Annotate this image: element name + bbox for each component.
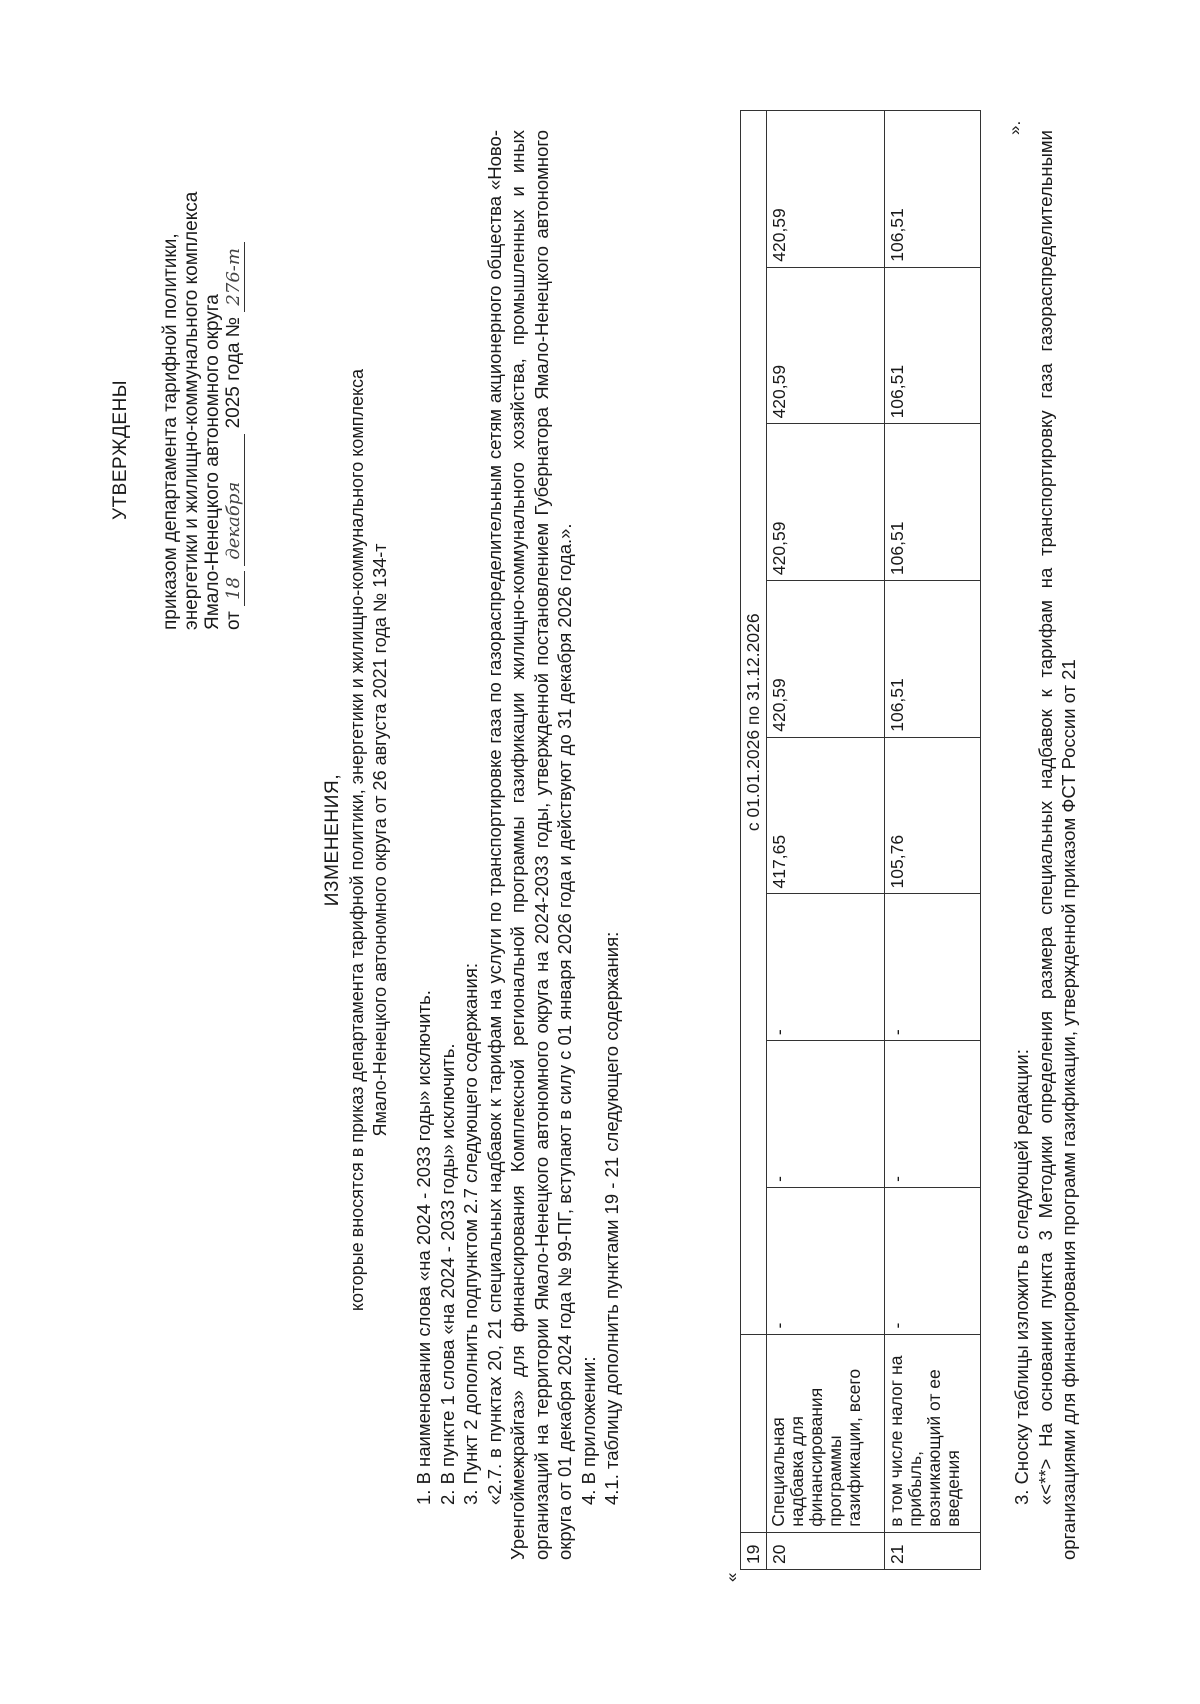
handwritten-day: 18 [223,571,245,606]
table-row [741,111,767,1570]
row-20-val-8: 420,59 [767,111,885,268]
row-20-val-4: 417,65 [767,737,885,894]
table-row [767,111,885,1570]
approval-date-line [223,70,245,630]
handwritten-number: 276-т [223,242,245,312]
row-19-period: с 01.01.2026 по 31.12.2026 [741,111,767,1335]
item-3-text: «2.7. в пунктах 20, 21 специальных надбавок к тарифам на услуги по транспортировке газа по газораспределительным сетям акционерного общества «Ново-Уренгоймежрайгаз» для финансирования Комплексной региональной программы газификации жилищно-коммунального хозяйства, промышленных и иных организаций на территории Ямало-Ненецкого автономного округа на 2024-2033 годы, утвержденной постановлением Губернатора Ямало-Ненецкого автономного округа от 01 декабря 2024 года № 99-ПГ, вступают в силу с 01 января 2026 года и действуют до 31 декабря 2026 года.». [483,130,575,1560]
row-21-val-5: 106,51 [885,581,981,738]
amendments-body [412,130,624,1560]
item-3: 3. Пункт 2 дополнить подпунктом 2.7 следующего содержания: [460,962,481,1505]
subtitle-line-1: которые вносятся в приказ департамента тарифной политики, энергетики и жилищно-коммунального комплекса [347,368,367,1312]
row-21-val-1: - [885,1187,981,1334]
approval-from: от [223,611,244,630]
changes-subtitle [346,50,392,1630]
approval-title: УТВЕРЖДЕНЫ [110,379,131,520]
footnote-section [1010,130,1081,1560]
footnote-text: «<**> На основании пункта 3 Методики определения размера специальных надбавок к тарифам на транспортировку газа газораспределительными организациями для финансирования программ газификации, утвержденной приказом ФСТ России от 21 [1034,130,1079,1560]
approval-block [160,70,245,630]
row-20-val-5: 420,59 [767,581,885,738]
table-close-quote: ». [1005,120,1024,135]
row-19-label [741,1334,767,1532]
approval-year: 2025 года № [223,316,244,429]
row-21-val-6: 106,51 [885,424,981,581]
row-21-num: 21 [885,1532,981,1569]
row-20-val-6: 420,59 [767,424,885,581]
row-21-val-8: 106,51 [885,111,981,268]
approval-line-1: приказом департамента тарифной политики, [160,233,181,630]
table-open-quote: « [722,1572,741,1582]
row-20-label: Специальная надбавка для финансирования программы газификации, всего [767,1334,885,1532]
item-2: 2. В пункте 1 слова «на 2024 - 2033 годы» исключить. [436,1043,458,1505]
row-21-val-4: 105,76 [885,737,981,894]
changes-title: ИЗМЕНЕНИЯ, [322,773,343,907]
item-4: 4. В приложении: [577,1356,599,1505]
subtitle-line-2: Ямало-Ненецкого автономного округа от 26 августа 2021 года № 134-т [370,543,390,1137]
item-4-1: 4.1. таблицу дополнить пунктами 19 - 21 следующего содержания: [601,931,622,1505]
document-page [50,50,1110,1630]
row-21-val-3: - [885,894,981,1041]
footnote-item-3: 3. Сноску таблицы изложить в следующей редакции: [1011,1049,1032,1505]
row-21-label: в том числе налог на прибыль, возникающий от ее введения [885,1334,981,1532]
row-20-val-3: - [767,894,885,1041]
row-20-val-1: - [767,1187,885,1334]
row-19-num: 19 [741,1532,767,1569]
row-21-val-7: 106,51 [885,267,981,424]
table-row [885,111,981,1570]
row-20-num: 20 [767,1532,885,1569]
approval-line-2: энергетики и жилищно-коммунального комплекса [181,191,202,630]
surcharge-table [740,110,981,1570]
row-21-val-2: - [885,1041,981,1188]
row-20-val-7: 420,59 [767,267,885,424]
row-20-val-2: - [767,1041,885,1188]
approval-line-3: Ямало-Ненецкого автономного округа [202,294,223,630]
item-1: 1. В наименовании слова «на 2024 - 2033 годы» исключить. [413,990,434,1505]
handwritten-month: декабря [223,434,245,566]
